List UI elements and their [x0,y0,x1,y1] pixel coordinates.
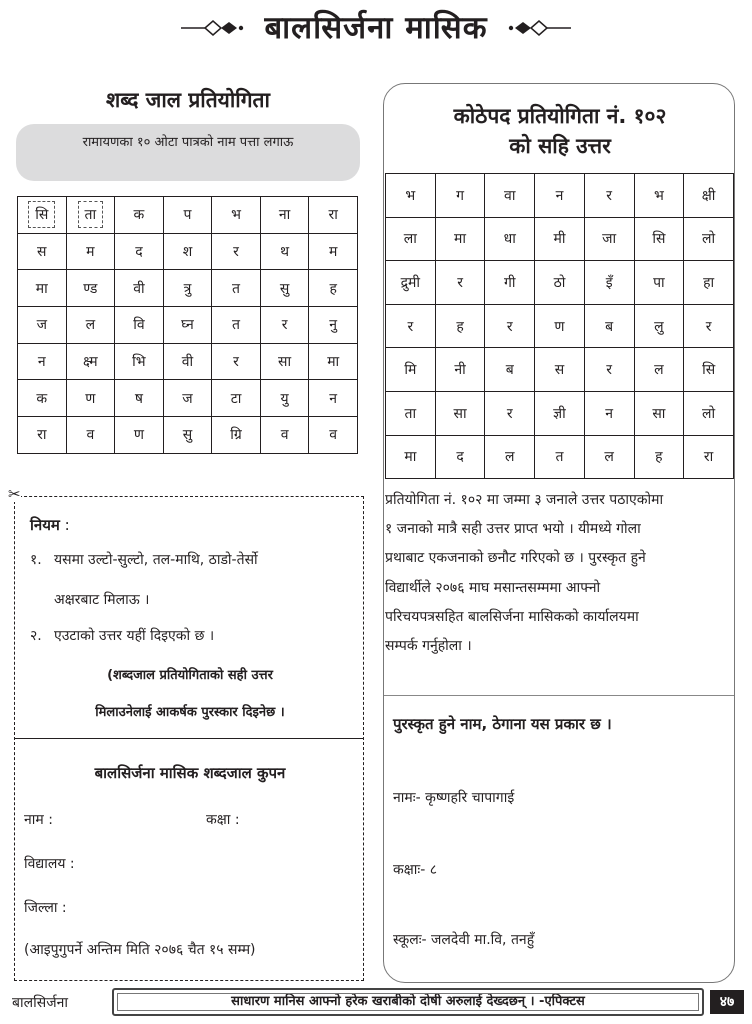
answer-cell [386,174,436,218]
answer-cell-letter: ला [403,231,417,248]
word-puzzle-title: शब्द जाल प्रतियोगिता [106,88,270,112]
answer-row [386,435,734,479]
grid-cell [212,270,261,307]
answer-cell [584,391,634,435]
answer-cell [386,435,436,479]
answer-cell [535,304,585,348]
grid-cell-letter: त्रु [183,280,192,297]
grid-cell-letter: त [232,317,241,334]
answer-cell-letter: ह [655,449,663,466]
answer-cell-letter: ह [456,318,464,335]
answer-cell-letter: मा [404,449,417,466]
footer-magazine-name: बालसिर्जना [12,995,68,1011]
answer-cell-letter: लु [654,318,664,335]
right-ornament-icon [507,18,573,38]
answer-cell-letter: ल [604,449,614,466]
answer-cell [634,304,684,348]
grid-cell [260,343,309,380]
answer-cell-letter: मा [454,231,467,248]
coupon-name-label: नाम : [24,812,53,828]
answer-cell [584,174,634,218]
grid-cell [115,233,164,270]
grid-cell-letter: ग्रि [230,427,242,444]
grid-cell [260,380,309,417]
winner-heading: पुरस्कृत हुने नाम, ठेगाना यस प्रकार छ । [393,715,612,733]
masthead [0,4,752,54]
answer-cell [584,435,634,479]
grid-cell-letter: नु [329,317,338,334]
answer-cell [386,304,436,348]
grid-cell [18,307,67,344]
grid-cell [66,307,115,344]
answer-cell-letter: ल [505,449,515,466]
grid-cell [212,417,261,454]
answer-cell [435,174,485,218]
answer-cell-letter: द [456,449,464,466]
answer-cell [684,304,734,348]
footer-quote: साधारण मानिस आफ्नो हरेक खराबीको दोषी अरुलाई देख्दछन् । -एपिक्टस [112,988,704,1016]
grid-cell-letter: र [233,354,239,371]
answer-cell [584,304,634,348]
grid-cell [163,417,212,454]
grid-cell [309,270,358,307]
grid-cell-letter: मा [327,354,340,371]
grid-cell [309,417,358,454]
grid-cell-letter: म [329,244,338,261]
answer-grid [385,173,734,479]
answer-cell [634,261,684,305]
answer-cell-letter: ज्ञी [553,405,566,422]
grid-cell-letter: वी [133,280,145,297]
answer-cell [634,348,684,392]
answer-cell [485,435,535,479]
answer-cell [634,391,684,435]
grid-cell [163,307,212,344]
answer-cell-letter: न [605,405,614,422]
scissors-icon: ✂ [8,485,21,503]
grid-cell-letter: न [329,390,338,407]
grid-row [18,197,358,234]
grid-cell-letter: ज [182,390,193,407]
answer-cell [535,217,585,261]
grid-cell [260,270,309,307]
grid-cell [18,270,67,307]
rule-item-continued: अक्षरबाट मिलाऊ । [54,592,150,608]
grid-cell [260,307,309,344]
grid-cell [309,233,358,270]
left-ornament-icon [179,18,245,38]
grid-cell [260,233,309,270]
answer-cell-letter: पा [653,274,665,291]
answer-cell [634,217,684,261]
answer-cell [435,348,485,392]
grid-cell [309,343,358,380]
grid-row [18,417,358,454]
answer-cell-letter: नी [454,362,466,379]
grid-cell [212,233,261,270]
grid-cell-letter: द [135,244,143,261]
answer-cell [435,435,485,479]
grid-cell [260,417,309,454]
winner-name: नामः- कृष्णहरि चापागाई [393,790,515,806]
grid-cell [163,233,212,270]
answer-cell-letter: मी [553,231,566,248]
grid-cell-letter: र [233,244,239,261]
rule-item: २. एउटाको उत्तर यहीं दिइएको छ । [30,628,215,644]
grid-cell-letter: भ [231,207,241,224]
magazine-title: बालसिर्जना मासिक [264,10,488,46]
grid-cell-letter: प [183,207,192,224]
answer-row [386,174,734,218]
answer-cell-letter: द्रुमी [400,274,421,291]
page-number: ४७ [710,990,744,1014]
grid-cell-letter: त [232,280,241,297]
answer-cell-letter: र [705,318,712,335]
grid-cell [163,270,212,307]
grid-cell-letter: रा [328,207,338,224]
answer-cell [634,174,684,218]
grid-cell-letter: ण्ड [83,280,98,297]
grid-cell-letter: न [37,354,46,371]
answer-cell-letter: सा [453,405,467,422]
coupon-deadline: (आइपुगुपर्ने अन्तिम मिति २०७६ चैत १५ सम्म) [24,942,256,958]
answer-cell [485,217,535,261]
puzzle-instruction: रामायणका १० ओटा पात्रको नाम पत्ता लगाऊ [16,124,360,181]
answer-cell [485,391,535,435]
grid-cell [18,380,67,417]
grid-cell [260,197,309,234]
grid-cell-letter: वि [133,317,145,334]
answer-cell [684,348,734,392]
answer-cell [386,217,436,261]
answer-cell-letter: ब [505,362,514,379]
answer-cell-letter: धा [503,231,516,248]
answer-row [386,217,734,261]
grid-cell [212,380,261,417]
coupon-class-label: कक्षा : [206,812,240,828]
answer-cell-letter: र [606,362,613,379]
answer-cell-letter: र [457,274,463,291]
answer-cell [535,174,585,218]
result-announcement: प्रतियोगिता नं. १०२ मा जम्मा ३ जनाले उत्तर पठाएकोमा १ जनाको मात्रै सही उत्तर प्राप्त भयो । यीमध्ये गोला प्रथाबाट एकजनाको छनौट गरिएको छ । पुरस्कृत हुने विद्यार्थीले २०७६ माघ मसान्तसम्ममा आफ्नो परिचयपत्रसहित बालसिर्जना मासिकको कार्यालयमा सम्पर्क गर्नुहोला । [385,492,664,655]
grid-cell-letter: यु [280,390,289,407]
answer-cell-letter: गी [504,274,516,291]
rule-item: १. यसमा उल्टो-सुल्टो, तल-माथि, ठाडो-तेर्सो [30,552,258,568]
answer-cell [386,391,436,435]
answer-cell-letter: ठो [553,274,566,291]
answer-cell-letter: ल [654,362,664,379]
answer-cell-letter: सि [652,231,666,248]
grid-cell [66,417,115,454]
grid-cell-letter: मा [35,280,48,297]
answer-cell [684,391,734,435]
grid-cell-letter: सु [279,280,290,297]
grid-cell-letter: म [86,244,95,261]
answer-cell-letter: सि [702,362,716,379]
answer-cell-letter: लो [702,405,716,422]
answer-cell [435,391,485,435]
grid-cell-letter: क [133,207,145,224]
grid-cell-letter: टा [230,390,242,407]
grid-cell [115,307,164,344]
answer-cell [584,348,634,392]
grid-cell [115,343,164,380]
answer-cell [535,391,585,435]
answer-cell-letter: इँ [605,274,613,291]
answer-cell-letter: भ [405,187,416,204]
grid-cell-letter: र [281,317,288,334]
grid-cell [66,343,115,380]
answer-cell [485,261,535,305]
answer-cell-letter: ता [404,405,417,422]
answer-cell-letter: सा [652,405,666,422]
grid-cell-letter: ता [78,201,104,228]
grid-cell [163,380,212,417]
answer-cell-letter: मि [404,362,417,379]
answer-row [386,348,734,392]
grid-cell [18,233,67,270]
grid-cell [18,343,67,380]
answer-cell [535,261,585,305]
grid-cell-letter: सा [278,354,292,371]
coupon-school-label: विद्यालय : [24,856,75,872]
grid-cell-letter: क्ष्म [83,354,98,371]
answer-cell-letter: वा [504,187,516,204]
answer-cell-letter: स [554,362,565,379]
answer-cell-letter: भ [653,187,664,204]
winner-class: कक्षाः- ८ [393,862,438,878]
answer-cell-letter: ग [456,187,464,204]
prize-note: (शब्दजाल प्रतियोगिताको सही उत्तर [107,668,273,683]
answer-cell [485,174,535,218]
grid-cell-letter: ज [36,317,47,334]
grid-row [18,270,358,307]
grid-cell-letter: थ [280,244,290,261]
rules-heading: नियम : [30,516,70,534]
answer-cell [435,261,485,305]
coupon-district-label: जिल्ला : [24,900,67,916]
answer-cell-letter: त [555,449,564,466]
grid-row [18,307,358,344]
grid-row [18,380,358,417]
grid-row [18,343,358,380]
grid-cell-letter: क [36,390,48,407]
answer-row [386,261,734,305]
answer-row [386,391,734,435]
grid-cell-letter: रा [37,427,47,444]
answer-cell [584,261,634,305]
grid-cell-letter: व [86,427,95,444]
grid-cell-letter: श [182,244,193,261]
answer-cell [386,261,436,305]
grid-cell [66,380,115,417]
winner-school: स्कूलः- जलदेवी मा.वि, तनहुँ [393,932,535,948]
grid-cell [115,197,164,234]
answer-cell-letter: र [506,405,513,422]
answer-cell-letter: हा [703,274,715,291]
divider [14,738,364,739]
grid-cell-letter: वी [181,354,194,371]
answer-cell [435,217,485,261]
answer-cell-letter: ण [554,318,565,335]
grid-cell [163,343,212,380]
answer-cell-letter: र [506,318,513,335]
grid-cell-letter: व [329,427,338,444]
word-search-grid [17,196,358,454]
answer-cell [535,348,585,392]
answer-cell [634,435,684,479]
answer-cell-letter: ब [605,318,614,335]
answer-cell-letter: र [407,318,414,335]
answer-cell [386,348,436,392]
coupon-title: बालसिर्जना मासिक शब्दजाल कुपन [94,764,286,782]
grid-cell [115,270,164,307]
grid-cell-letter: ल [85,317,96,334]
grid-cell [18,417,67,454]
answer-cell [684,217,734,261]
grid-cell [212,307,261,344]
grid-cell-letter: ह [329,280,337,297]
grid-cell [115,417,164,454]
grid-cell-letter: ना [278,207,291,224]
answer-cell-letter: न [555,187,564,204]
grid-cell-letter: ण [85,390,96,407]
answer-cell [485,304,535,348]
grid-cell-letter: व [280,427,289,444]
grid-cell [309,197,358,234]
grid-cell [309,380,358,417]
answer-cell [684,435,734,479]
grid-row [18,233,358,270]
grid-cell [66,233,115,270]
answer-cell-letter: क्षी [701,187,716,204]
grid-cell-letter: स [37,244,47,261]
answer-cell [485,348,535,392]
grid-cell [66,197,115,234]
grid-cell [212,197,261,234]
grid-cell [212,343,261,380]
answer-cell-letter: जा [602,231,617,248]
grid-cell [309,307,358,344]
answer-cell [684,261,734,305]
grid-cell-letter: सु [182,427,193,444]
divider [384,695,734,696]
answer-cell [584,217,634,261]
answer-cell [535,435,585,479]
answer-cell-letter: र [606,187,613,204]
grid-cell-letter: भि [132,354,146,371]
answer-cell [435,304,485,348]
answer-row [386,304,734,348]
answer-cell-letter: रा [703,449,714,466]
answer-cell-letter: लो [702,231,716,248]
grid-cell-letter: घ्न [181,317,194,334]
grid-cell [115,380,164,417]
answer-title: कोठेपद प्रतियोगिता नं. १०२ को सहि उत्तर [453,104,667,158]
answer-cell [684,174,734,218]
grid-cell-letter: सि [28,201,55,228]
grid-cell-letter: ष [134,390,143,407]
prize-note-continued: मिलाउनेलाई आकर्षक पुरस्कार दिइनेछ । [95,705,285,720]
grid-cell [18,197,67,234]
grid-cell-letter: ण [133,427,144,444]
grid-cell [163,197,212,234]
grid-cell [66,270,115,307]
